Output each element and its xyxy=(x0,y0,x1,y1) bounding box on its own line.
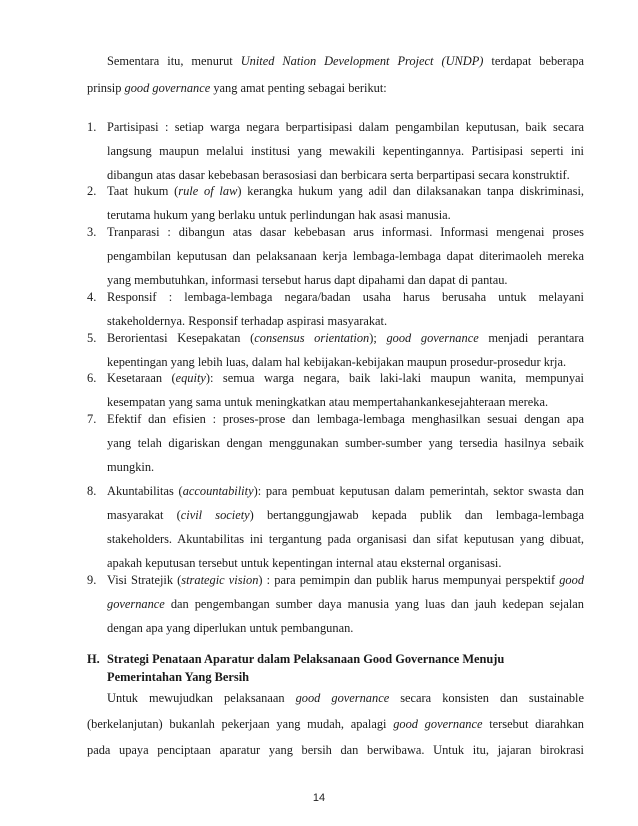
item-line: governance dan pengembangan sumber daya manusia yang luas dan jauh kedepan sejalan xyxy=(107,597,584,611)
item-number: 2. xyxy=(87,184,97,198)
item-number: 4. xyxy=(87,290,97,304)
item-line: Responsif : lembaga-lembaga negara/badan usaha harus berusaha untuk melayani xyxy=(107,290,584,304)
closing-line-1: Untuk mewujudkan pelaksanaan good governance secara konsisten dan sustainable xyxy=(107,691,584,705)
item-line: apakah keputusan tersebut untuk kepentingan internal atau eksternal organisasi. xyxy=(107,556,502,570)
item-line: stakeholders. Akuntabilitas ini tergantung pada organisasi dan sifat keputusan yang dibuat, xyxy=(107,532,584,546)
item-line: pengambilan keputusan dan pelaksanaan kerja lembaga-lembaga dapat diterimaoleh mereka xyxy=(107,249,584,263)
section-title-line-1: Strategi Penataan Aparatur dalam Pelaksanaan Good Governance Menuju xyxy=(107,652,505,666)
item-line: yang membutuhkan, informasi tersebut harus dapt dipahami dan dapat di pantau. xyxy=(107,273,508,287)
item-number: 9. xyxy=(87,573,97,587)
closing-line-3: pada upaya penciptaan aparatur yang bersih dan berwibawa. Untuk itu, jajaran birokrasi xyxy=(87,743,584,757)
item-line: dibangun atas dasar kebebasan berasosiasi dan berbicara serta berpartipasi secara konstruktif. xyxy=(107,168,570,182)
item-line: langsung maupun melalui institusi yang mewakili kepentingannya. Partisipasi seperti ini xyxy=(107,144,584,158)
item-number: 8. xyxy=(87,484,97,498)
intro-line-1: Sementara itu, menurut United Nation Development Project (UNDP) terdapat beberapa xyxy=(107,54,585,68)
item-line: terutama hukum yang berlaku untuk perlindungan hak asasi manusia. xyxy=(107,208,451,222)
item-line: Partisipasi : setiap warga negara berpartisipasi dalam pengambilan keputusan, baik secara xyxy=(107,120,584,134)
section-letter: H. xyxy=(87,652,100,666)
item-line: kepentingan yang lebih luas, dalam hal kebijakan-kebijakan maupun prosedur-prosedur krja. xyxy=(107,355,567,369)
item-number: 7. xyxy=(87,412,97,426)
intro-line-2: prinsip good governance yang amat penting sebagai berikut: xyxy=(87,81,387,95)
item-line: Kesetaraan (equity): semua warga negara, baik laki-laki maupun wanita, mempunyai xyxy=(107,371,584,385)
item-number: 3. xyxy=(87,225,97,239)
section-title-line-2: Pemerintahan Yang Bersih xyxy=(107,670,250,684)
item-line: Berorientasi Kesepakatan (consensus orientation); good governance menjadi perantara xyxy=(107,331,584,345)
item-line: Akuntabilitas (accountability): para pembuat keputusan dalam pemerintah, sektor swasta dan xyxy=(107,484,584,498)
item-line: dengan apa yang diperlukan untuk pembangunan. xyxy=(107,621,354,635)
item-line: Taat hukum (rule of law) kerangka hukum yang adil dan dilaksanakan tanpa diskriminasi, xyxy=(107,184,584,198)
item-line: Visi Stratejik (strategic vision) : para pemimpin dan publik harus mempunyai perspektif good xyxy=(107,573,585,587)
closing-line-2: (berkelanjutan) bukanlah pekerjaan yang mudah, apalagi good governance tersebut diarahkan xyxy=(87,717,584,731)
item-line: kesempatan yang sama untuk meningkatkan atau mempertahankankesejahteraan mereka. xyxy=(107,395,549,409)
item-number: 6. xyxy=(87,371,97,385)
page-number: 14 xyxy=(312,792,326,804)
item-line: masyarakat (civil society) bertanggungjawab kepada publik dan lembaga-lembaga xyxy=(107,508,584,522)
item-line: Efektif dan efisien : proses-prose dan lembaga-lembaga menghasilkan sesuai dengan apa xyxy=(107,412,584,426)
item-number: 1. xyxy=(87,120,97,134)
item-line: stakeholdernya. Responsif terhadap aspirasi masyarakat. xyxy=(107,314,388,328)
item-line: yang telah digariskan dengan menggunakan sumber-sumber yang tersedia hasilnya sebaik xyxy=(107,436,584,450)
item-line: Tranparasi : dibangun atas dasar kebebasan arus informasi. Informasi mengenai proses xyxy=(107,225,584,239)
item-number: 5. xyxy=(87,331,97,345)
item-line: mungkin. xyxy=(107,460,155,474)
